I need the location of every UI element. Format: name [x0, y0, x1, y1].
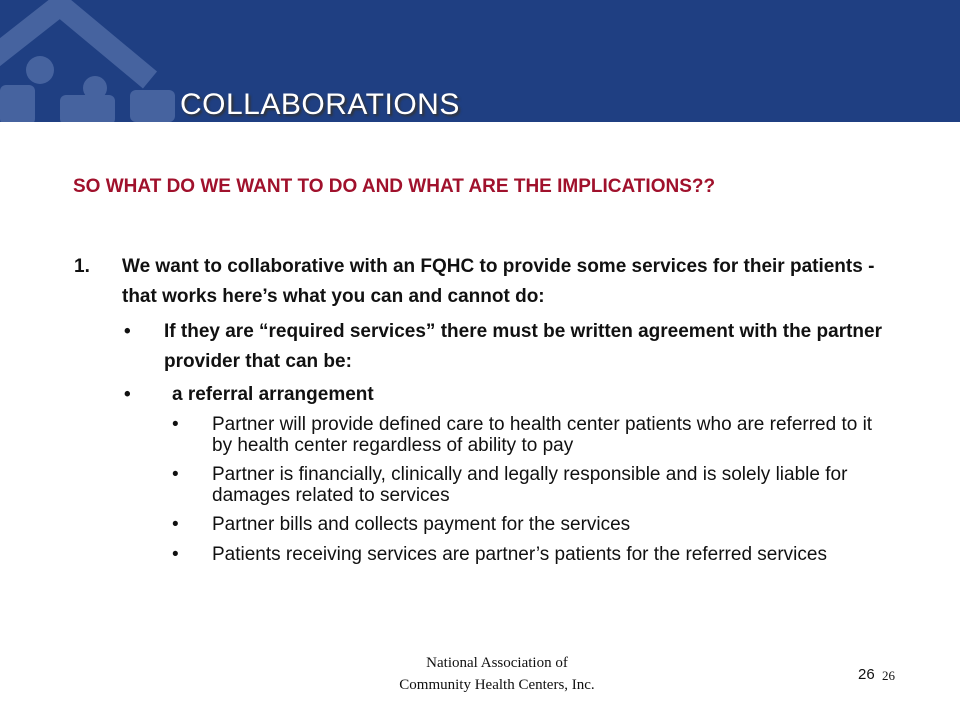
bullet-level2 — [172, 544, 892, 586]
item-text: We want to collaborative with an FQHC to provide some services for their patients - that works here’s what you can and cannot do: — [122, 256, 875, 307]
bullet-text: a referral arrangement — [172, 384, 374, 405]
item-number: 1. — [74, 256, 90, 277]
bullet-icon: • — [172, 514, 179, 535]
bullet-icon: • — [124, 321, 131, 342]
bullet-icon: • — [124, 384, 131, 405]
bullet-text: Partner bills and collects payment for the services — [212, 514, 631, 535]
bullet-level2 — [172, 414, 892, 456]
bullet-icon: • — [172, 544, 179, 565]
bullet-text: Partner is financially, clinically and legally responsible and is solely liable for damages related to services — [212, 464, 848, 506]
header-band — [0, 0, 960, 122]
footer-organization: National Association of Community Health Centers, Inc. — [399, 655, 595, 693]
bullet-text: Patients receiving services are partner’s patients for the referred services — [212, 544, 827, 565]
bullet-level2 — [172, 514, 892, 536]
page-number-small: 26 — [882, 668, 895, 683]
slide-subtitle: SO WHAT DO WE WANT TO DO AND WHAT ARE THE IMPLICATIONS?? — [73, 176, 716, 197]
numbered-item-1 — [74, 252, 894, 312]
bullet-level1 — [124, 380, 904, 410]
slide-title: COLLABORATIONS — [180, 88, 460, 121]
bullet-level1 — [124, 317, 904, 377]
bullet-icon: • — [172, 414, 179, 435]
bullet-text: Partner will provide defined care to health center patients who are referred to it by health center regardless of ability to pay — [212, 414, 873, 456]
page-number: 26 — [858, 666, 875, 683]
bullet-icon: • — [172, 464, 179, 485]
bullet-text: If they are “required services” there must be written agreement with the partner provider that can be: — [164, 321, 882, 372]
bullet-level2 — [172, 464, 892, 506]
